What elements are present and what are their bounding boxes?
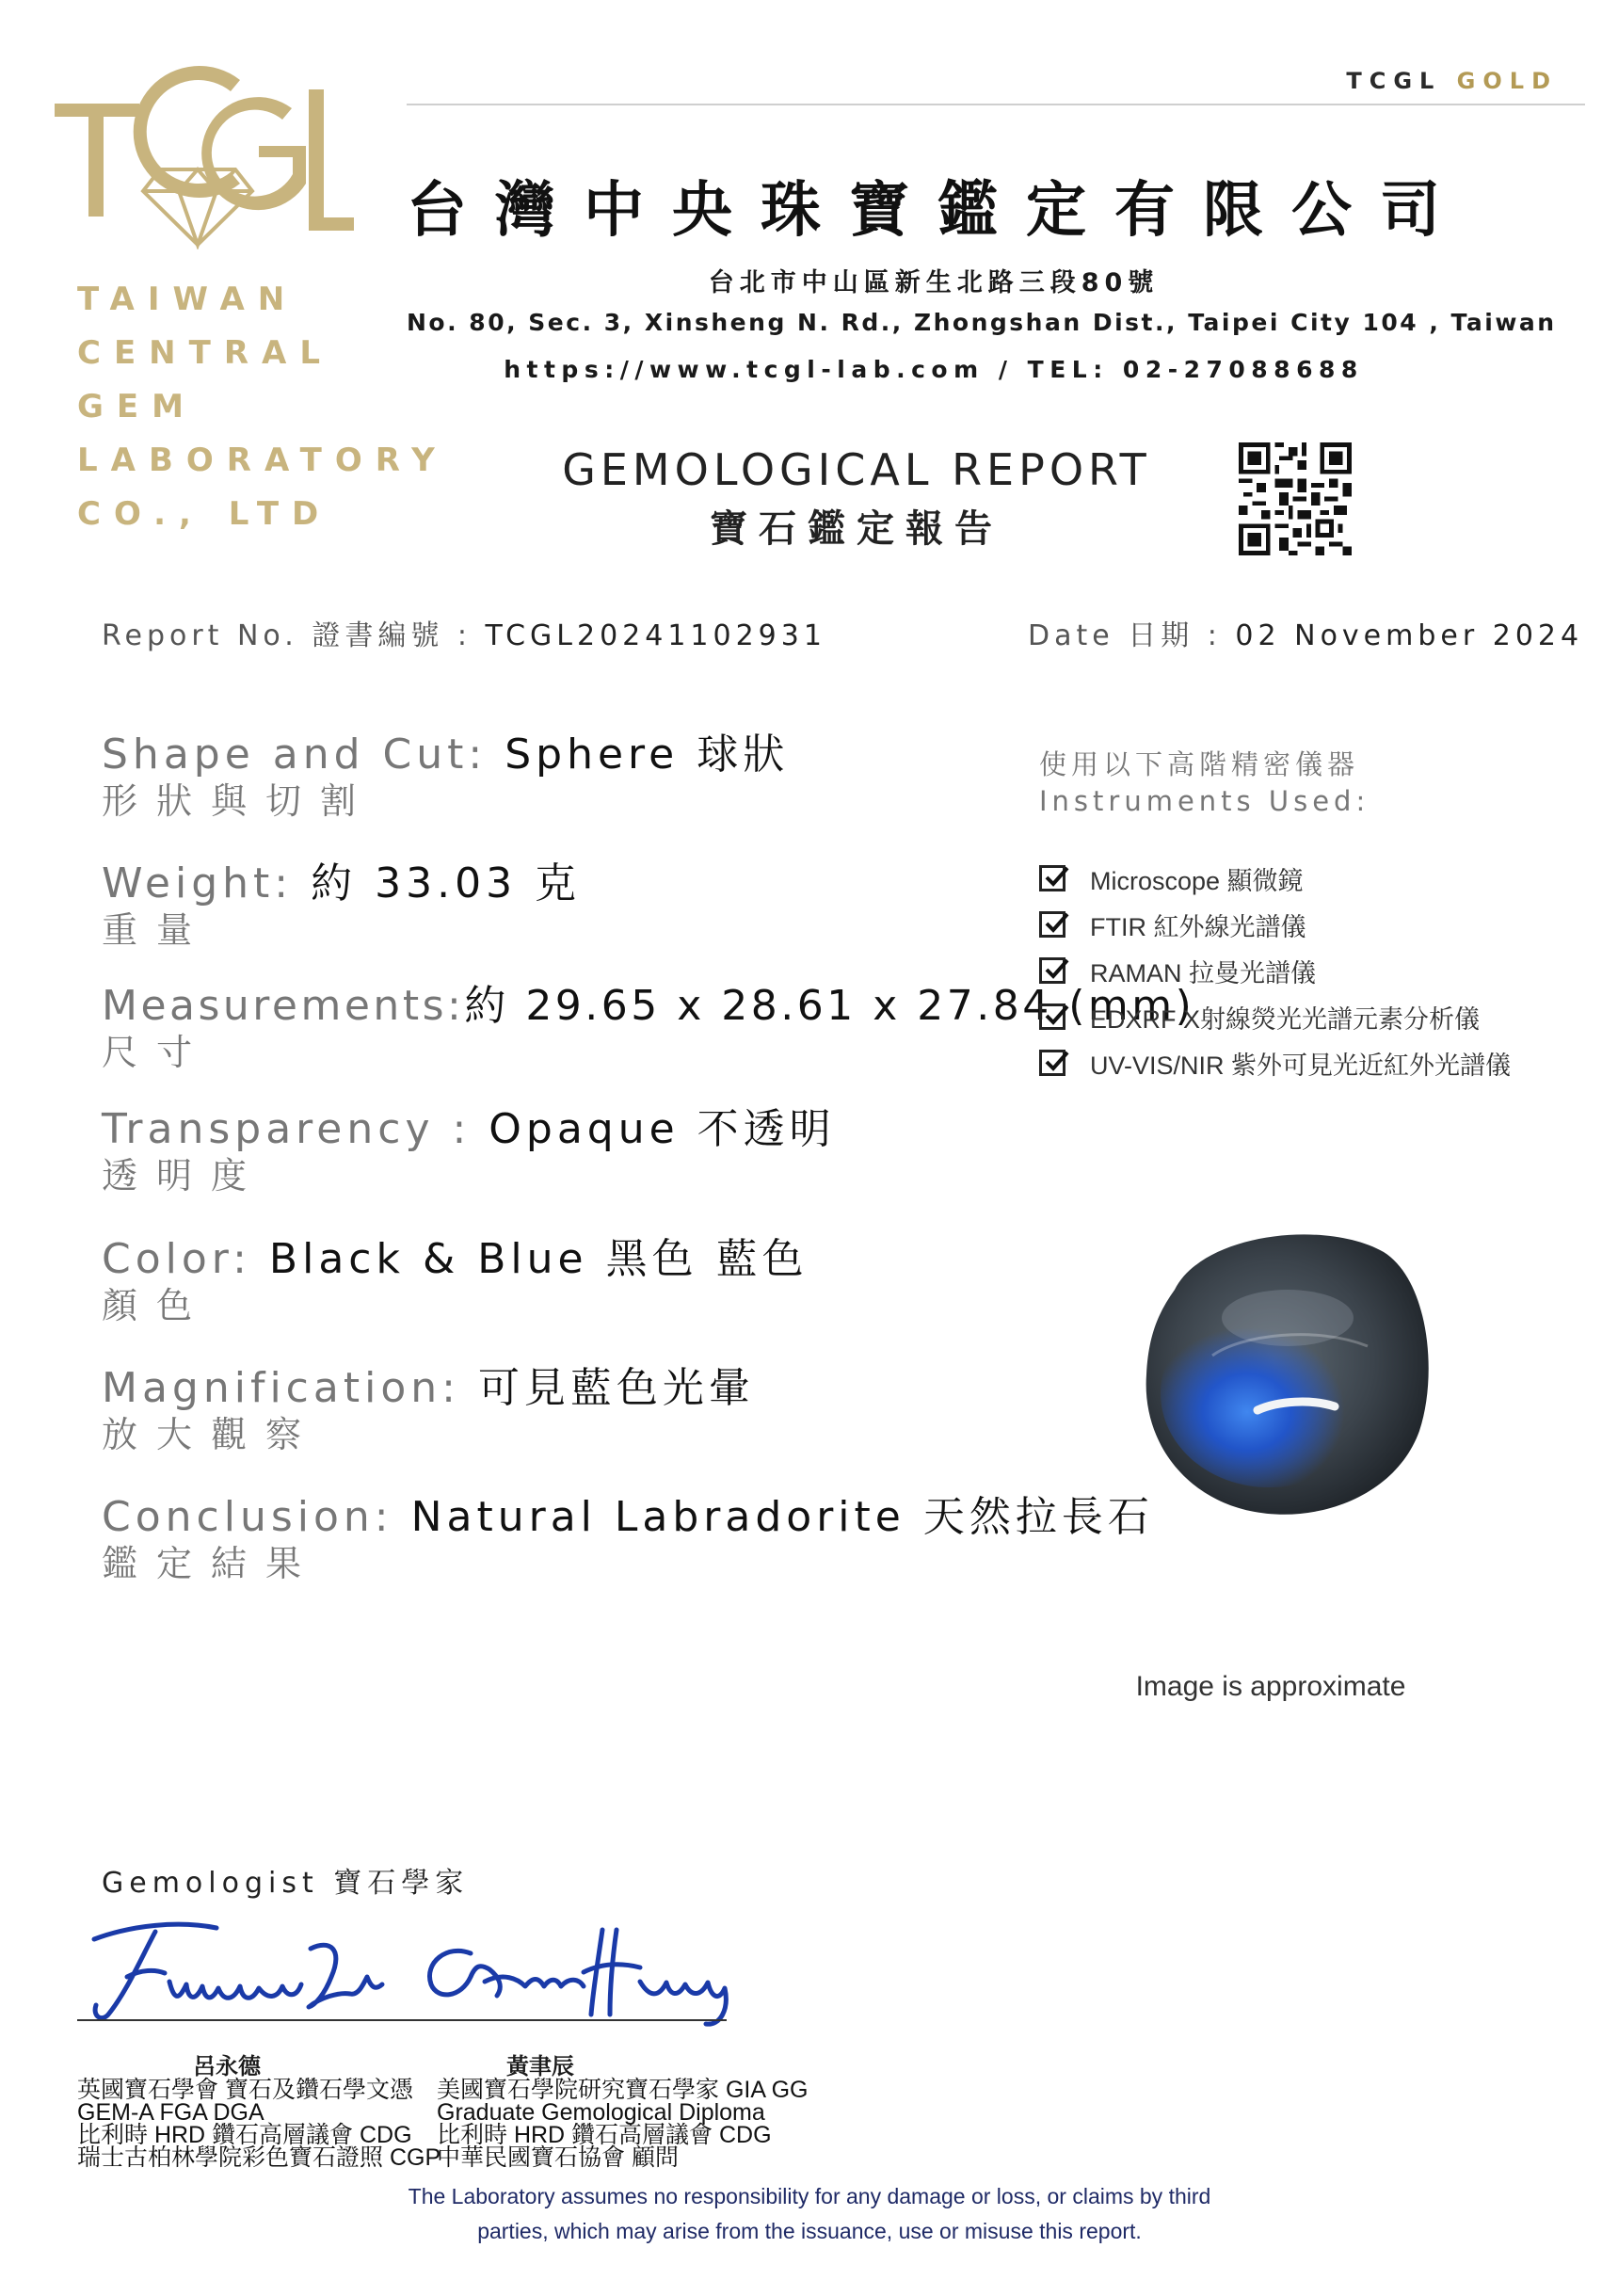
lab-name-line-1: TAIWAN — [77, 281, 298, 318]
field-weight-zh: 重量 — [102, 909, 212, 951]
field-label: Weight: — [102, 859, 312, 907]
checkbox-checked-icon[interactable] — [1039, 1050, 1065, 1076]
credential-line: 瑞士古柏林學院彩色寶石證照 CGP — [77, 2144, 441, 2171]
report-date-label: Date 日期 : — [1028, 619, 1236, 652]
field-value: Sphere 球狀 — [505, 731, 790, 779]
brand-tcgl: TCGL — [1346, 68, 1442, 94]
credential-line: 美國寶石學院研究寶石學家 GIA GG — [437, 2077, 809, 2103]
field-label: Color: — [102, 1235, 269, 1283]
address-en: No. 80, Sec. 3, Xinsheng N. Rd., Zhongshan Dist., Taipei City 104 , Taiwan — [407, 309, 1557, 336]
field-conclusion-zh: 鑑定結果 — [102, 1543, 321, 1584]
field-transparency-zh: 透明度 — [102, 1155, 266, 1196]
field-value: Black & Blue 黑色 藍色 — [268, 1235, 809, 1283]
credential-line: 比利時 HRD 鑽石高層議會 CDG — [437, 2122, 772, 2148]
checkbox-checked-icon[interactable] — [1039, 911, 1065, 938]
credential-line: GEM-A FGA DGA — [77, 2099, 264, 2126]
lab-name-line-3: GEM — [77, 388, 197, 425]
field-measurements — [102, 971, 1194, 1032]
report-number — [102, 612, 826, 653]
tcgl-logo — [47, 52, 358, 249]
report-number-label: Report No. 證書編號 : — [102, 619, 486, 652]
field-label: Shape and Cut: — [102, 731, 505, 779]
lab-name-line-4: LABORATORY — [77, 442, 448, 479]
header-divider — [407, 104, 1585, 105]
brand-gold: GOLD — [1456, 68, 1558, 94]
qr-code-icon[interactable] — [1239, 442, 1352, 555]
instrument-label: RAMAN 拉曼光譜儀 — [1090, 958, 1317, 987]
report-number-value: TCGL20241102931 — [485, 619, 826, 652]
credential-line: Graduate Gemological Diploma — [437, 2099, 765, 2126]
instrument-label: FTIR 紅外線光譜儀 — [1090, 912, 1306, 941]
instrument-uv-vis-nir — [1039, 1044, 1511, 1082]
checkbox-checked-icon[interactable] — [1039, 957, 1065, 984]
field-label: Magnification: — [102, 1364, 478, 1412]
gemologist-1-credentials — [77, 2079, 441, 2169]
gemologist-2-name: 黃聿辰 — [506, 2053, 574, 2079]
brand-mark — [1346, 68, 1558, 94]
report-date — [1028, 612, 1583, 653]
image-caption: Image is approximate — [1135, 1671, 1406, 1702]
instrument-label: EDXRF X射線熒光光譜元素分析儀 — [1090, 1004, 1481, 1034]
gemologist-signatures — [75, 1911, 753, 2029]
instrument-microscope — [1039, 859, 1304, 897]
field-value: 約 33.03 克 — [311, 859, 582, 907]
lab-name-line-2: CENTRAL — [77, 334, 333, 372]
lab-name-line-5: CO., LTD — [77, 495, 332, 533]
checkbox-checked-icon[interactable] — [1039, 1003, 1065, 1030]
field-measurements-zh: 尺寸 — [102, 1032, 212, 1073]
field-color-zh: 顏色 — [102, 1285, 212, 1326]
gemologist-1-name: 呂永德 — [193, 2053, 261, 2079]
field-label: Transparency : — [102, 1105, 489, 1153]
report-title: GEMOLOGICAL REPORT — [562, 444, 1151, 495]
field-label: Measurements: — [102, 982, 465, 1030]
company-name-zh: 台灣中央珠寶鑑定有限公司 — [407, 176, 1468, 246]
field-label: Conclusion: — [102, 1493, 411, 1541]
instrument-ftir — [1039, 906, 1306, 943]
report-title-zh: 寶石鑑定報告 — [710, 507, 1003, 551]
checkbox-checked-icon[interactable] — [1039, 865, 1065, 891]
instrument-label: Microscope 顯微鏡 — [1090, 866, 1304, 895]
instruments-heading-en: Instruments Used: — [1039, 785, 1370, 817]
contact-line: https://www.tcgl-lab.com / TEL: 02-27088688 — [504, 356, 1364, 383]
instrument-label: UV-VIS/NIR 紫外可見光近紅外光譜儀 — [1090, 1051, 1512, 1080]
instrument-raman — [1039, 952, 1316, 989]
credential-line: 英國寶石學會 寶石及鑽石學文憑 — [77, 2077, 413, 2103]
field-value: 可見藍色光暈 — [477, 1364, 755, 1412]
field-value: 約 29.65 x 28.61 x 27.84 (mm) — [464, 982, 1195, 1030]
gemologist-2-credentials — [437, 2079, 808, 2169]
field-value: Opaque 不透明 — [489, 1105, 836, 1153]
gemologist-label: Gemologist 寶石學家 — [102, 1867, 470, 1900]
instruments-heading-zh: 使用以下高階精密儀器 — [1039, 748, 1360, 780]
field-shape-cut-zh: 形狀與切割 — [102, 780, 376, 822]
credential-line: 中華民國寶石協會 顧問 — [437, 2144, 679, 2171]
address-zh: 台北市中山區新生北路三段80號 — [708, 268, 1160, 297]
gem-photo — [1137, 1214, 1438, 1525]
instrument-edxrf — [1039, 998, 1480, 1036]
report-date-value: 02 November 2024 — [1235, 619, 1584, 652]
credential-line: 比利時 HRD 鑽石高層議會 CDG — [77, 2122, 412, 2148]
field-value: Natural Labradorite 天然拉長石 — [410, 1493, 1154, 1541]
disclaimer-line-1: The Laboratory assumes no responsibility for any damage or loss, or claims by third — [408, 2184, 1211, 2208]
signature-line — [77, 2019, 727, 2021]
disclaimer-line-2: parties, which may arise from the issuance, use or misuse this report. — [477, 2219, 1142, 2243]
field-magnification-zh: 放大觀察 — [102, 1414, 321, 1455]
